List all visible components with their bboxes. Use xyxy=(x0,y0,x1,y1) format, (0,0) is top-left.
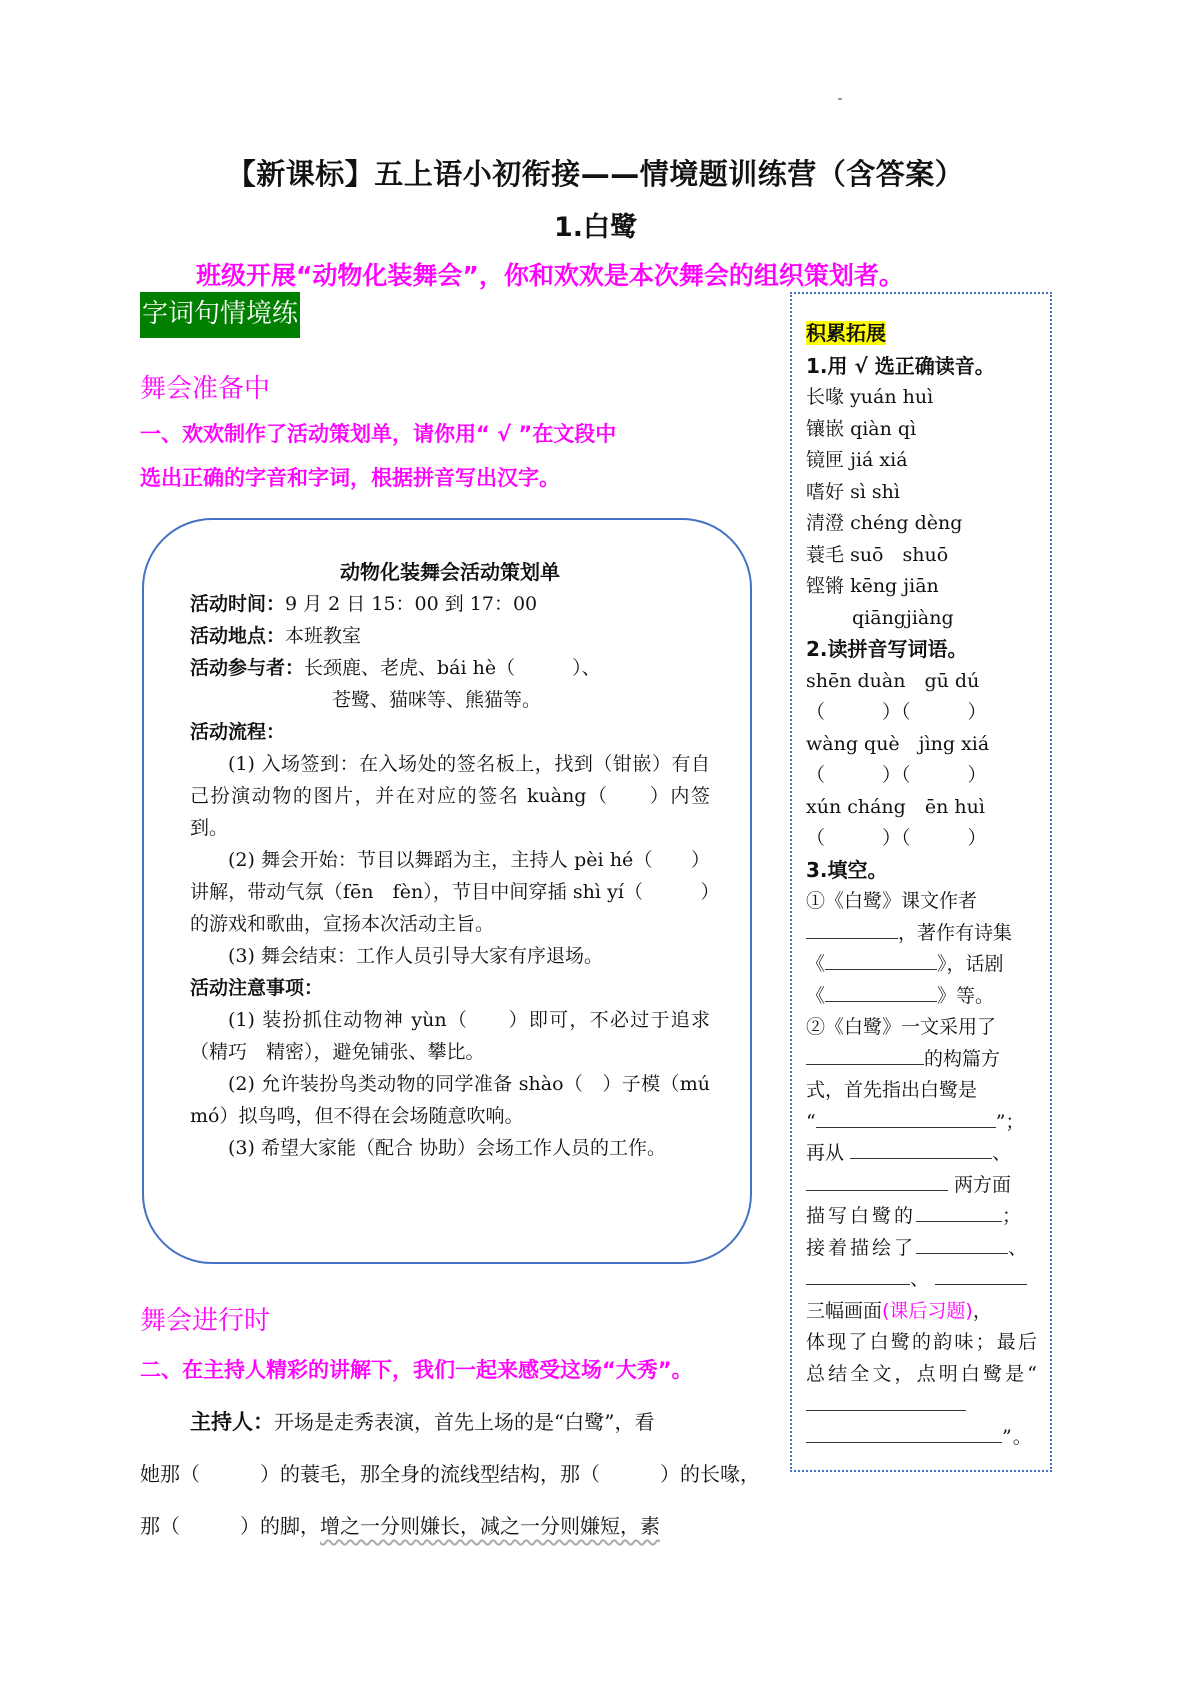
host-line: 主持人：开场是走秀表演，首先上场的是“白鹭”，看 xyxy=(190,1410,655,1434)
lesson-title: 1.白鹭 xyxy=(553,212,638,243)
q2-pinyin: xún cháng ēn huì xyxy=(806,795,985,818)
q2-title: 2.读拼音写词语。 xyxy=(806,637,968,661)
section-tag: 字词句情境练 xyxy=(140,292,300,338)
sidebar-tag: 积累拓展 xyxy=(806,321,886,345)
fill-blank[interactable] xyxy=(916,1201,1002,1222)
q1-title: 1.用 √ 选正确读音。 xyxy=(806,353,995,378)
plan-notes-label: 活动注意事项： xyxy=(190,977,324,999)
part2-heading: 舞会进行时 xyxy=(140,1306,271,1336)
q1-item: 蓑毛 suō shuō xyxy=(806,543,949,566)
part1-heading: 舞会准备中 xyxy=(140,374,271,404)
q1-extra: qiāngjiàng xyxy=(852,606,954,629)
q1-item: 清澄 chéng dèng xyxy=(806,512,963,534)
fill-blank[interactable] xyxy=(806,1422,1002,1443)
fill-blank[interactable] xyxy=(806,1170,948,1191)
q3-line: 两方面 xyxy=(806,1170,1038,1202)
host-line: 她那（ ）的蓑毛，那全身的流线型结构，那（ ）的长喙， xyxy=(140,1462,760,1486)
part1-question-line2: 选出正确的字音和字词，根据拼音写出汉字。 xyxy=(140,466,560,490)
q3-title: 3.填空。 xyxy=(806,857,888,882)
q1-item: 嗜好 sì shì xyxy=(806,480,900,503)
part1-question-line1: 一、欢欢制作了活动策划单，请你用“ √ ”在文段中 xyxy=(140,422,617,446)
q3-line: 《 》等。 xyxy=(806,981,1038,1013)
host-passage xyxy=(140,1396,780,1552)
q3-line: 接着描绘了 、 xyxy=(806,1233,1038,1265)
q2-blanks: （ ）（ ） xyxy=(806,764,987,786)
q2-pinyin: wàng què jìng xiá xyxy=(806,732,990,755)
fill-blank[interactable] xyxy=(816,1107,996,1128)
q1-item: 镶嵌 qiàn qì xyxy=(806,417,917,440)
activity-plan xyxy=(190,556,730,1164)
fill-blank[interactable] xyxy=(806,918,898,939)
q3-line: 三幅画面(课后习题)， xyxy=(806,1299,992,1322)
fill-blank[interactable] xyxy=(806,1264,910,1285)
plan-note-item: (2) 允许装扮鸟类动物的同学准备 shào（ ）子模（mú mó）拟鸟鸣，但不得在会场随意吹响。 xyxy=(190,1073,730,1127)
q2-blanks: （ ）（ ） xyxy=(806,827,987,849)
plan-process-label: 活动流程： xyxy=(190,721,286,743)
plan-time: 活动时间：9 月 2 日 15：00 到 17：00 xyxy=(190,593,538,615)
page-mark xyxy=(838,98,842,100)
q3-line: ①《白鹭》课文作者 xyxy=(806,890,978,912)
q1-item: 长喙 yuán huì xyxy=(806,386,934,408)
plan-title: 动物化装舞会活动策划单 xyxy=(340,560,560,584)
plan-note-item: (1) 装扮抓住动物神 yùn（ ）即可，不必过于追求（精巧 精密），避免铺张、攀比。 xyxy=(190,1009,710,1063)
fill-blank[interactable] xyxy=(935,1264,1027,1285)
q3-line: ，著作有诗集 xyxy=(806,918,1038,950)
fill-blank[interactable] xyxy=(806,1044,924,1065)
q1-item: 铿锵 kēng jiān xyxy=(806,575,939,597)
fill-blank[interactable] xyxy=(806,1390,966,1411)
q2-pinyin: shēn duàn gū dú xyxy=(806,669,980,692)
plan-place: 活动地点：本班教室 xyxy=(190,625,362,647)
plan-process-item: (1) 入场签到：在入场处的签名板上，找到（钳嵌）有自己扮演动物的图片，并在对应的签名 kuàng（ ）内签到。 xyxy=(190,753,710,839)
q1-item: 镜匣 jiá xiá xyxy=(806,449,908,471)
q3-line: 式，首先指出白鹭是 xyxy=(806,1079,978,1101)
part1-question xyxy=(140,412,616,500)
q3-line: 再从 、 xyxy=(806,1138,1038,1170)
q3-line: 体现了白鹭的韵味；最后总结全文，点明白鹭是“”。 xyxy=(806,1331,1038,1448)
q3-line: 描写白鹭的 ； xyxy=(806,1201,1038,1233)
plan-process-item: (3) 舞会结束：工作人员引导大家有序退场。 xyxy=(228,945,603,967)
host-line: 那（ ）的脚，增之一分则嫌长，减之一分则嫌短，素 xyxy=(140,1514,660,1538)
plan-process-item: (2) 舞会开始：节目以舞蹈为主，主持人 pèi hé（ ）讲解，带动气氛（fēn fèn），节目中间穿插 shì yí（ ）的游戏和歌曲，宣扬本次活动主旨。 xyxy=(190,849,710,935)
fill-blank[interactable] xyxy=(825,981,937,1002)
fill-blank[interactable] xyxy=(850,1138,992,1159)
scenario-intro: 班级开展“动物化装舞会”，你和欢欢是本次舞会的组织策划者。 xyxy=(196,261,904,290)
q3-line: ②《白鹭》一文采用了 xyxy=(806,1016,997,1038)
q2-blanks: （ ）（ ） xyxy=(806,701,987,723)
plan-participants: 活动参与者：长颈鹿、老虎、bái hè（ ）、 xyxy=(190,657,601,679)
q3-line: 《 》，话剧 xyxy=(806,949,1038,981)
fill-blank[interactable] xyxy=(825,949,937,970)
part2-question: 二、在主持人精彩的讲解下，我们一起来感受这场“大秀”。 xyxy=(140,1358,693,1382)
q3-line: 的构篇方 xyxy=(806,1044,1038,1076)
document-title: 【新课标】五上语小初衔接——情境题训练营（含答案） xyxy=(226,157,965,191)
fill-blank[interactable] xyxy=(916,1233,1008,1254)
q3-line: 、 xyxy=(806,1264,1038,1296)
q3-line: “ ”； xyxy=(806,1107,1038,1139)
wavy-underlined-text: 增之一分则嫌长，减之一分则嫌短，素 xyxy=(320,1514,660,1538)
sidebar-accumulation xyxy=(806,318,1038,1453)
plan-note-item: (3) 希望大家能（配合 协助）会场工作人员的工作。 xyxy=(228,1137,666,1159)
plan-participants-cont: 苍鹭、猫咪等、熊猫等。 xyxy=(332,689,542,711)
exercise-note: (课后习题) xyxy=(882,1299,973,1322)
